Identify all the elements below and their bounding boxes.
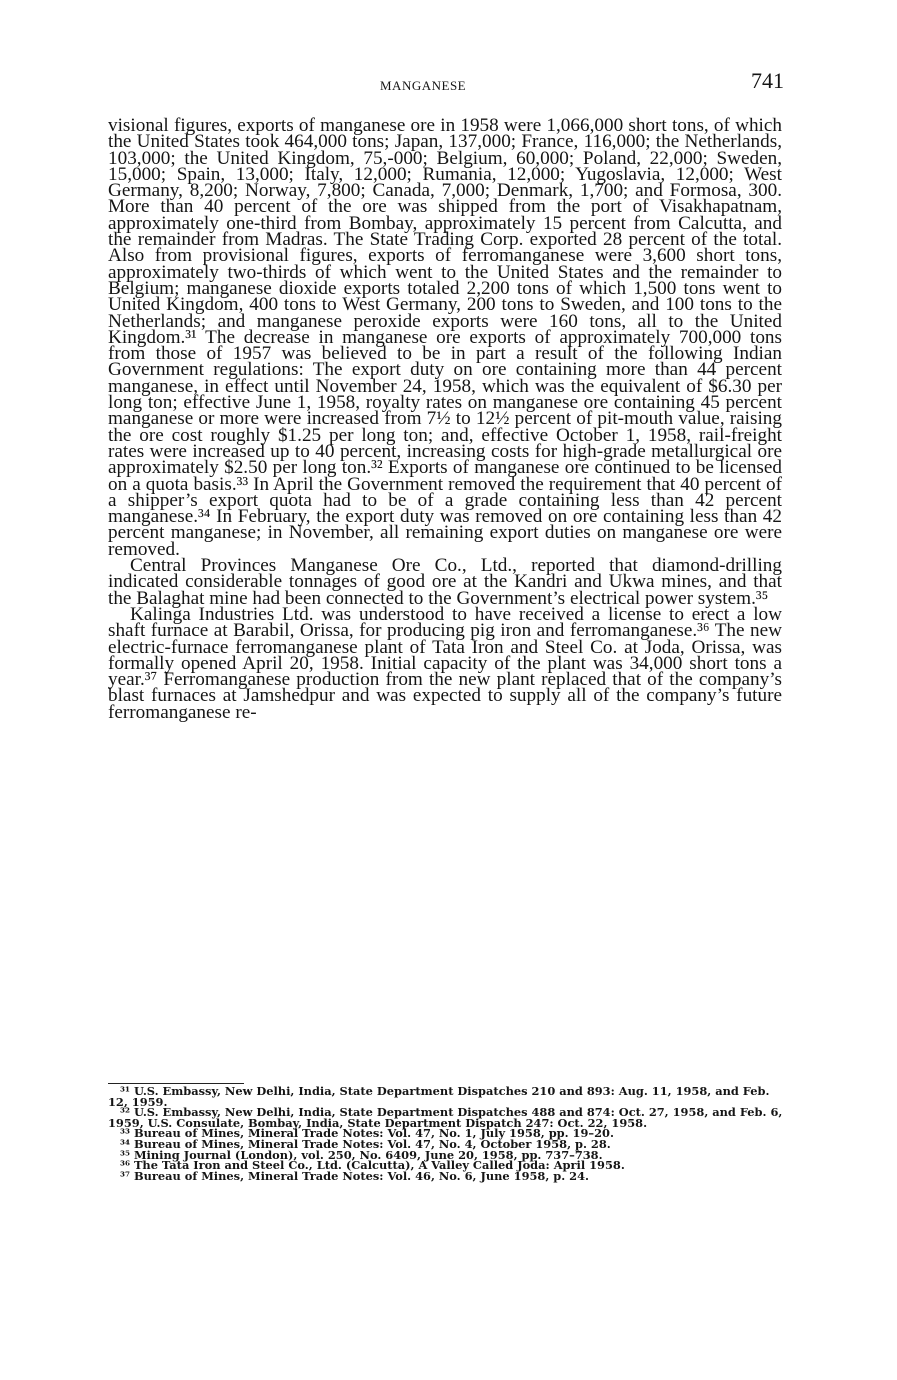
footnote-34: ³⁴ Bureau of Mines, Mineral Trade Notes: Vol. 47, No. 4, October 1958, p. 28. — [120, 1136, 611, 1151]
footnote-35: ³⁵ Mining Journal (London), vol. 250, No. 6409, June 20, 1958, pp. 737–738. — [120, 1147, 603, 1162]
footnote-32: ³² U.S. Embassy, New Delhi, India, State Department Dispatches 488 and 874: Oct. 27, 1958, and Feb. 6, 1959, U.S. Consulate, Bombay, India, State Department Dispatch 247: Oct. 22, 1958. — [108, 1105, 783, 1130]
footnote-36: ³⁶ The Tata Iron and Steel Co., Ltd. (Calcutta), A Valley Called Joda: April 1958. — [120, 1158, 625, 1173]
paragraph-continued: visional figures, exports of manganese ore in 1958 were 1,066,000 short tons, of which the United States took 464,000 tons; Japan, 137,000; France, 116,000; the Netherlands, 103,000; the United Kingdom, 75,-000; Belgium, 60,000; Poland, 22,000; Sweden, 15,000; Spain, 13,000; Italy, 12,000; Rumania, 12,000; Yugoslavia, 12,000; West Germany, 8,200; Norway, 7,800; Canada, 7,000; Denmark, 1,700; and Formosa, 300. More than 40 percent of the ore was shipped from the port of Visakhapatnam, approximately one-third from Bombay, approximately 15 percent from Calcutta, and the remainder from Madras. The State Trading Corp. exported 28 percent of the total. Also from provisional figures, exports of ferromanganese were 3,600 short tons, approximately two-thirds of which went to the United States and the remainder to Belgium; manganese dioxide exports totaled 2,200 tons of which 1,500 tons went to United Kingdom, 400 tons to West Germany, 200 tons to Sweden, and 100 tons to the Netherlands; and manganese peroxide exports were 160 tons, all to the United Kingdom.³¹ The decrease in manganese ore exports of approximately 700,000 tons from those of 1957 was believed to be in part a result of the following Indian Government regulations: The export duty on ore containing more than 44 percent manganese, in effect until November 24, 1958, which was the equivalent of $6.30 per long ton; effective June 1, 1958, royalty rates on manganese ore containing 45 percent manganese or more were increased from 7½ to 12½ percent of pit-mouth value, raising the ore cost roughly $1.25 per long ton; and, effective October 1, 1958, rail-freight rates were increased up to 40 percent, increasing costs for high-grade metallurgical ore approximately $2.50 per long ton.³² Exports of manganese ore continued to be licensed on a quota basis.³³ In April the Government removed the requirement that 40 percent of a shipper’s export quota had to be of a grade containing less than 42 percent manganese.³⁴ In February, the export duty was removed on ore containing less than 42 percent manganese; in November, all remaining export duties on manganese ore were removed. — [108, 115, 782, 560]
footnotes — [108, 1086, 784, 1181]
footnote-37: ³⁷ Bureau of Mines, Mineral Trade Notes: Vol. 46, No. 6, June 1958, p. 24. — [120, 1168, 589, 1183]
page-number: 741 — [751, 68, 784, 93]
footnote-33: ³³ Bureau of Mines, Mineral Trade Notes: Vol. 47, No. 1, July 1958, pp. 19–20. — [120, 1126, 614, 1141]
page-header — [108, 68, 784, 102]
paragraph-central-provinces: Central Provinces Manganese Ore Co., Ltd., reported that diamond-drilling indicated considerable tonnages of good ore at the Kandri and Ukwa mines, and that the Balaghat mine had been connected to the Government’s electrical power system.³⁵ — [108, 555, 782, 609]
paragraph-kalinga: Kalinga Industries Ltd. was understood to have received a license to erect a low shaft furnace at Barabil, Orissa, for producing pig iron and ferromanganese.³⁶ The new electric-furnace ferromanganese plant of Tata Iron and Steel Co. at Joda, Orissa, was formally opened April 20, 1958. Initial capacity of the plant was 34,000 short tons a year.³⁷ Ferromanganese production from the new plant replaced that of the company’s blast furnaces at Jamshedpur and was expected to supply all of the company’s future ferromanganese re- — [108, 603, 782, 723]
footnote-31: ³¹ U.S. Embassy, New Delhi, India, State Department Dispatches 210 and 893: Aug. 11, 1958, and Feb. 12, 1959. — [108, 1084, 770, 1109]
running-head: MANGANESE — [380, 78, 467, 93]
body-text — [108, 115, 782, 723]
